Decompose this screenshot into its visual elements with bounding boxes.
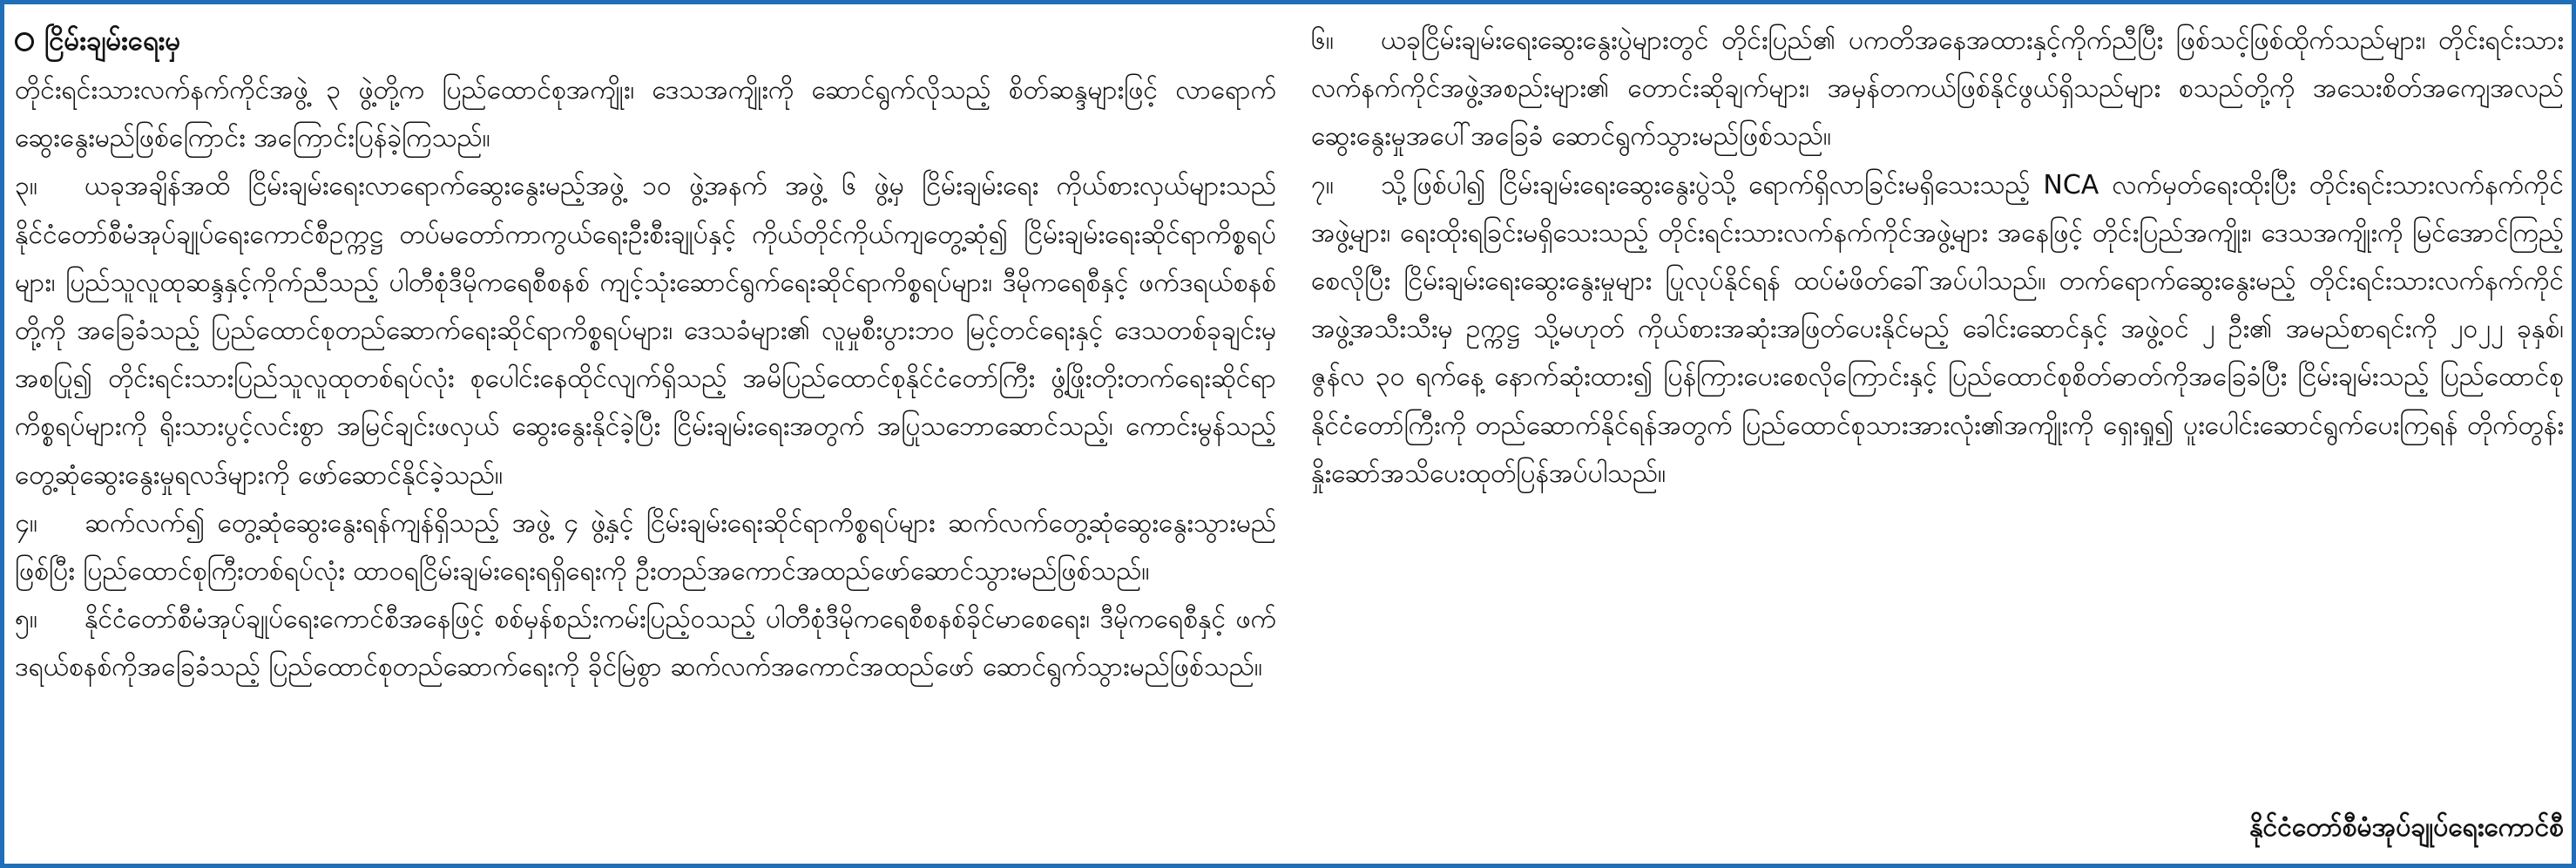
paragraph-3 [15,162,1276,498]
paragraph-number: ၅။ [15,604,37,635]
paragraph-text: ဆက်လက်၍ တွေ့ဆုံဆွေးနွေးရန်ကျန်ရှိသည့် အဖွဲ့ ၄ ဖွဲ့နှင့် ငြိမ်းချမ်းရေးဆိုင်ရာကိစ္စရပ်များ ဆက်လက်တွေ့ဆုံဆွေးနွေးသွားမည်ဖြစ်ပြီး ပြည်ထောင်စုကြီးတစ်ရပ်လုံး ထာဝရငြိမ်းချမ်းရေးရရှိရေးကို ဦးတည်အကောင်အထည်ဖော်ဆောင်သွားမည်ဖြစ်သည်။ [15,507,1276,587]
paragraph-6 [1311,17,2564,161]
paragraph-7 [1311,161,2564,498]
paragraph-text: ယခုအချိန်အထိ ငြိမ်းချမ်းရေးလာရောက်ဆွေးနွေးမည့်အဖွဲ့ ၁၀ ဖွဲ့အနက် အဖွဲ့ ၆ ဖွဲ့မှ ငြိမ်းချမ်းရေး ကိုယ်စားလှယ်များသည် နိုင်ငံတော်စီမံအုပ်ချုပ်ရေးကောင်စီဥက္ကဋ္ဌ တပ်မတော်ကာကွယ်ရေးဦးစီးချုပ်နှင့် ကိုယ်တိုင်ကိုယ်ကျတွေ့ဆုံ၍ ငြိမ်းချမ်းရေးဆိုင်ရာကိစ္စရပ်များ၊ ပြည်သူလူထုဆန္ဒနှင့်ကိုက်ညီသည့် ပါတီစုံဒီမိုကရေစီစနစ် ကျင့်သုံးဆောင်ရွက်ရေးဆိုင်ရာကိစ္စရပ်များ၊ ဒီမိုကရေစီနှင့် ဖက်ဒရယ်စနစ်တို့ကို အခြေခံသည့် ပြည်ထောင်စုတည်ဆောက်ရေးဆိုင်ရာကိစ္စရပ်များ၊ ဒေသခံများ၏ လူမှုစီးပွားဘဝ မြင့်တင်ရေးနှင့် ဒေသတစ်ခုချင်းမှအစပြု၍ တိုင်းရင်းသားပြည်သူလူထုတစ်ရပ်လုံး စုပေါင်းနေထိုင်လျက်ရှိသည့် အမိပြည်ထောင်စုနိုင်ငံတော်ကြီး ဖွံ့ဖြိုးတိုးတက်ရေးဆိုင်ရာ ကိစ္စရပ်များကို ရိုးသားပွင့်လင်းစွာ အမြင်ချင်းဖလှယ် ဆွေးနွေးနိုင်ခဲ့ပြီး ငြိမ်းချမ်းရေးအတွက် အပြုသဘောဆောင်သည့်၊ ကောင်းမွန်သည့် တွေ့ဆုံဆွေးနွေးမှုရလဒ်များကို ဖော်ဆောင်နိုင်ခဲ့သည်။ [15,171,1276,491]
paragraph-number: ၃။ [15,171,37,202]
section-heading-text: ငြိမ်းချမ်းရေးမှ [44,25,181,57]
paragraph-text: နိုင်ငံတော်စီမံအုပ်ချုပ်ရေးကောင်စီအနေဖြင့် စစ်မှန်စည်းကမ်းပြည့်ဝသည့် ပါတီစုံဒီမိုကရေစီစနစ်ခိုင်မာစေရေး၊ ဒီမိုကရေစီနှင့် ဖက်ဒရယ်စနစ်ကိုအခြေခံသည့် ပြည်ထောင်စုတည်ဆောက်ရေးကို ခိုင်မြဲစွာ ဆက်လက်အကောင်အထည်ဖော် ဆောင်ရွက်သွားမည်ဖြစ်သည်။ [15,604,1276,683]
paragraph-text: ယခုငြိမ်းချမ်းရေးဆွေးနွေးပွဲများတွင် တိုင်းပြည်၏ ပကတိအနေအထားနှင့်ကိုက်ညီပြီး ဖြစ်သင့်ဖြစ်ထိုက်သည်များ၊ တိုင်းရင်းသားလက်နက်ကိုင်အဖွဲ့အစည်းများ၏ တောင်းဆိုချက်များ၊ အမှန်တကယ်ဖြစ်နိုင်ဖွယ်ရှိသည်များ စသည်တို့ကို အသေးစိတ်အကျေအလည် ဆွေးနွေးမှုအပေါ်အခြေခံ ဆောင်ရွက်သွားမည်ဖြစ်သည်။ [1311,25,2564,153]
column-left [15,17,1276,851]
intro-paragraph: တိုင်းရင်းသားလက်နက်ကိုင်အဖွဲ့ ၃ ဖွဲ့တို့က ပြည်ထောင်စုအကျိုး၊ ဒေသအကျိုးကို ဆောင်ရွက်လိုသည့် စိတ်ဆန္ဒများဖြင့် လာရောက်ဆွေးနွေးမည်ဖြစ်ကြောင်း အကြောင်းပြန်ခဲ့ကြသည်။ [15,75,1276,154]
paragraph-number: ၇။ [1311,169,1334,200]
section-heading [15,17,1276,66]
paragraph-number: ၆။ [1311,25,1334,56]
paragraph-4 [15,499,1276,595]
column-right [1311,17,2564,851]
paragraph-5 [15,595,1276,691]
paragraph-number: ၄။ [15,507,37,539]
circle-icon [15,32,34,51]
paragraph-text: သို့ဖြစ်ပါ၍ ငြိမ်းချမ်းရေးဆွေးနွေးပွဲသို့ ရောက်ရှိလာခြင်းမရှိသေးသည့် NCA လက်မှတ်ရေးထိုးပြီး တိုင်းရင်းသားလက်နက်ကိုင်အဖွဲ့များ၊ ရေးထိုးရခြင်းမရှိသေးသည့် တိုင်းရင်းသားလက်နက်ကိုင်အဖွဲ့များ အနေဖြင့် တိုင်းပြည်အကျိုး၊ ဒေသအကျိုးကို မြင်အောင်ကြည့်စေလိုပြီး ငြိမ်းချမ်းရေးဆွေးနွေးမှုများ ပြုလုပ်နိုင်ရန် ထပ်မံဖိတ်ခေါ်အပ်ပါသည်။ တက်ရောက်ဆွေးနွေးမည့် တိုင်းရင်းသားလက်နက်ကိုင်အဖွဲ့အသီးသီးမှ ဥက္ကဋ္ဌ သို့မဟုတ် ကိုယ်စားအဆုံးအဖြတ်ပေးနိုင်မည့် ခေါင်းဆောင်နှင့် အဖွဲ့ဝင် ၂ ဦး၏ အမည်စာရင်းကို ၂၀၂၂ ခုနှစ်၊ ဇွန်လ ၃၀ ရက်နေ့ နောက်ဆုံးထား၍ ပြန်ကြားပေးစေလိုကြောင်းနှင့် ပြည်ထောင်စုစိတ်ဓာတ်ကိုအခြေခံပြီး ငြိမ်းချမ်းသည့် ပြည်ထောင်စုနိုင်ငံတော်ကြီးကို တည်ဆောက်နိုင်ရန်အတွက် ပြည်ထောင်စုသားအားလုံး၏အကျိုးကို ရှေးရှု၍ ပူးပေါင်းဆောင်ရွက်ပေးကြရန် တိုက်တွန်းနှိုးဆော်အသိပေးထုတ်ပြန်အပ်ပါသည်။ [1311,169,2564,489]
signature: နိုင်ငံတော်စီမံအုပ်ချုပ်ရေးကောင်စီ [2249,811,2564,843]
